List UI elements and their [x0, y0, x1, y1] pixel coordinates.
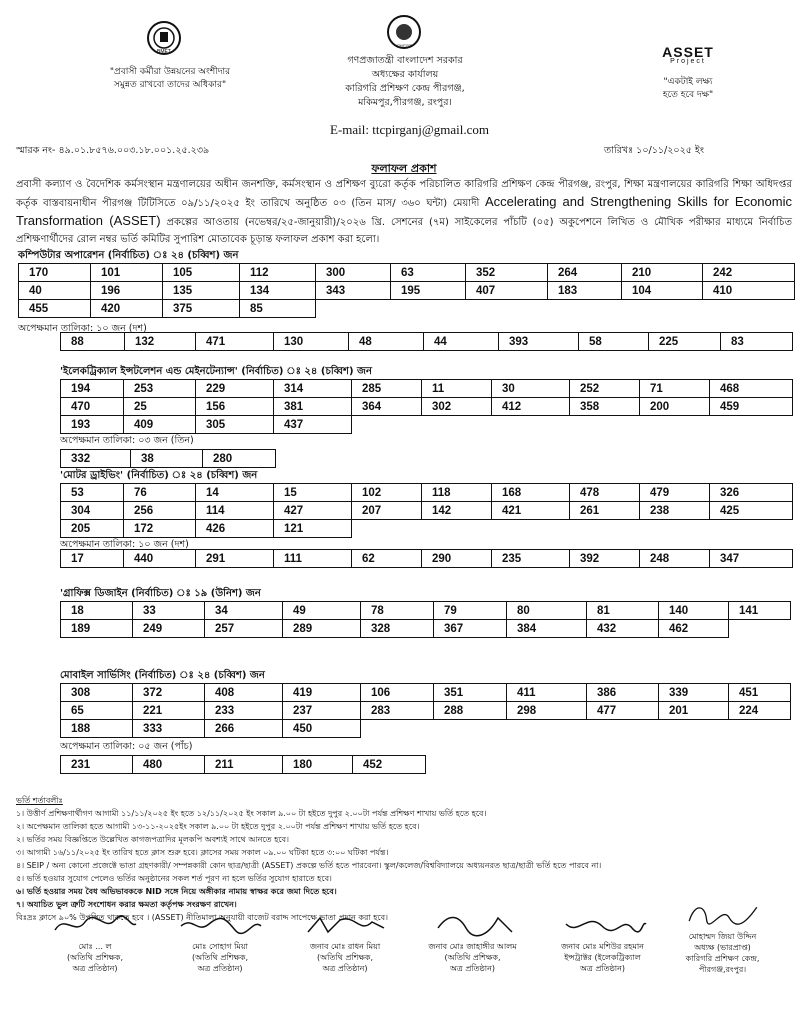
roll-row: [61, 450, 276, 468]
roll-number-cell: [361, 720, 434, 738]
signature-2: [165, 912, 275, 974]
roll-number-cell: 105: [163, 264, 240, 282]
roll-number-cell: 242: [703, 264, 795, 282]
roll-number-cell: [570, 520, 640, 538]
roll-number-cell: [622, 300, 703, 318]
roll-number-cell: 225: [649, 333, 721, 351]
government-seal: [386, 14, 422, 50]
roll-row: [61, 380, 793, 398]
asset-logo-text: ASSET: [662, 44, 714, 60]
signature-3: [290, 912, 400, 974]
computer-section-label: কম্পিউটার অপারেশন (নির্বাচিত) ঃ ২৪ (চব্বিশ) জন: [18, 250, 239, 261]
roll-number-cell: [422, 520, 492, 538]
roll-number-cell: 256: [124, 502, 196, 520]
roll-row: [61, 484, 793, 502]
roll-number-cell: 343: [316, 282, 391, 300]
electrical-wait-label: অপেক্ষমান তালিকা: ০৩ জন (তিন): [60, 435, 194, 446]
roll-row: [19, 282, 795, 300]
roll-number-cell: 34: [205, 602, 283, 620]
roll-number-cell: 18: [61, 602, 133, 620]
rule-item: ২। ভর্তির সময় বিজ্ঞপ্তিতে উল্লেখিত কাগজপত্রাদির মূলকপি অবশ্যই সাথে আনতে হবে।: [16, 835, 289, 844]
rule-item: ৬। ভর্তি হওয়ার সময় বৈধ অভিভাবককে NID সঙ্গে নিয়ে অঙ্গীকার নামায় স্বাক্ষর করে জমা দিতে হবে।: [16, 887, 337, 896]
roll-number-cell: 328: [361, 620, 434, 638]
email-address: E-mail: ttcpirganj@gmail.com: [330, 122, 490, 137]
roll-number-cell: 249: [133, 620, 205, 638]
roll-number-cell: 83: [721, 333, 793, 351]
roll-number-cell: 375: [163, 300, 240, 318]
intro-paragraph: [16, 176, 792, 248]
roll-number-cell: 347: [710, 550, 793, 568]
roll-number-cell: 427: [274, 502, 352, 520]
signer-name: মোঃ সোহাগ মিয়া: [192, 942, 248, 951]
signer-title: অধ্যক্ষ (ভারপ্রাপ্ত): [694, 943, 751, 952]
roll-number-cell: 283: [361, 702, 434, 720]
roll-number-cell: [570, 416, 640, 434]
left-slogan: [60, 66, 280, 92]
roll-number-cell: 207: [352, 502, 422, 520]
roll-number-cell: 426: [196, 520, 274, 538]
signer-name: জনাব মোঃ জাহাঙ্গীর আলম: [428, 942, 517, 951]
roll-number-cell: 264: [548, 264, 622, 282]
roll-number-cell: 33: [133, 602, 205, 620]
roll-number-cell: [587, 720, 659, 738]
roll-number-cell: 193: [61, 416, 124, 434]
asset-logo: [648, 44, 728, 65]
roll-number-cell: 233: [205, 702, 283, 720]
roll-number-cell: 132: [125, 333, 196, 351]
signature-scrawl-icon: [428, 912, 518, 938]
roll-number-cell: 308: [61, 684, 133, 702]
driving-wait-label: অপেক্ষমান তালিকা: ১০ জন (দশ): [60, 539, 189, 550]
rule-item: ২। অপেক্ষমান তালিকা হতে আগামী ১৩-১১-২০২৫ইং সকাল ৯.০০ টা হইতে দুপুর ২.০০টা পর্যন্ত প্রশিক্ষণ শাখায় ভর্তি হতে হবে।: [16, 822, 420, 831]
roll-row: [19, 300, 795, 318]
center-name: কারিগরি প্রশিক্ষণ কেন্দ্র পীরগঞ্জ,: [345, 83, 465, 94]
roll-row: [61, 756, 426, 774]
graphics-selected-table: [60, 601, 791, 638]
graphics-section-label: 'গ্রাফিক্স ডিজাইন (নির্বাচিত) ঃ ১৯ (উনিশ) জন: [60, 588, 261, 599]
roll-number-cell: 420: [91, 300, 163, 318]
roll-number-cell: 478: [570, 484, 640, 502]
roll-number-cell: 85: [240, 300, 316, 318]
roll-number-cell: 305: [196, 416, 274, 434]
roll-number-cell: 81: [587, 602, 659, 620]
mobile-waiting-table: [60, 755, 426, 774]
driving-selected-table: [60, 483, 793, 538]
signature-6: [665, 902, 780, 975]
signer-title: (অতিথি প্রশিক্ষক,: [317, 953, 373, 962]
roll-number-cell: [466, 300, 548, 318]
roll-number-cell: 180: [283, 756, 353, 774]
rule-note: বিঃদ্রঃ ক্লাসে ৯০% উপস্থিত থাকতে হবে । (ASSET) নীতিমালা অনুযায়ী বাজেট বরাদ্দ সাপেক্ষে ভাতা প্রদান করা হবে।: [16, 913, 388, 922]
roll-row: [61, 398, 793, 416]
bangladesh-seal-icon: [386, 14, 422, 50]
signer-title: ইন্সট্রাক্টর (ইলেকট্রিক্যাল: [564, 953, 641, 962]
electrical-waiting-table: [60, 449, 276, 468]
roll-number-cell: 332: [61, 450, 131, 468]
roll-number-cell: 333: [133, 720, 205, 738]
roll-number-cell: 231: [61, 756, 133, 774]
roll-number-cell: 411: [507, 684, 587, 702]
roll-number-cell: 237: [283, 702, 361, 720]
government-name: গণপ্রজাতন্ত্রী বাংলাদেশ সরকার: [347, 55, 463, 66]
computer-waiting-table: [60, 332, 793, 351]
roll-row: [61, 550, 793, 568]
roll-number-cell: 252: [570, 380, 640, 398]
signer-title: (অতিথি প্রশিক্ষক,: [67, 953, 123, 962]
roll-number-cell: 437: [274, 416, 352, 434]
memo-date: তারিখঃ ১০/১১/২০২৫ ইং: [604, 145, 704, 156]
roll-number-cell: 63: [391, 264, 466, 282]
roll-number-cell: 364: [352, 398, 422, 416]
rules-heading: ভর্তি শর্তাবলীঃ: [16, 796, 63, 805]
roll-number-cell: 291: [196, 550, 274, 568]
signer-org: কারিগরি প্রশিক্ষণ কেন্দ্র,: [685, 954, 760, 963]
signature-block: [40, 912, 780, 1016]
rule-item: ১। উত্তীর্ণ প্রশিক্ষণার্থীগণ আগামী ১১/১১/২০২৫ ইং হতে ১২/১১/২০২৫ ইং সকাল ৯.০০ টা হইতে দুপুর ২.০০টা পর্যন্ত প্রশিক্ষণ শাখায় ভর্তি হতে হবে।: [16, 809, 487, 818]
signer-org: অত্র প্রতিষ্ঠান): [449, 964, 496, 973]
roll-number-cell: 229: [196, 380, 274, 398]
roll-number-cell: [710, 416, 793, 434]
roll-number-cell: 289: [283, 620, 361, 638]
roll-number-cell: 304: [61, 502, 124, 520]
roll-number-cell: 257: [205, 620, 283, 638]
roll-number-cell: [352, 520, 422, 538]
roll-number-cell: 471: [196, 333, 274, 351]
roll-number-cell: 381: [274, 398, 352, 416]
roll-number-cell: 106: [361, 684, 434, 702]
roll-number-cell: 114: [196, 502, 274, 520]
roll-number-cell: 200: [640, 398, 710, 416]
roll-number-cell: 30: [492, 380, 570, 398]
signer-name: জনাব মোঃ রাধন মিয়া: [309, 942, 381, 951]
roll-number-cell: 290: [422, 550, 492, 568]
rule-item: ৫। ভর্তি হওয়ার সুযোগ পেলেও ভর্তির অনুষ্ঠানের সকল শর্ত পূরণ না হলে ভর্তির সুযোগ হারাতে হবে।: [16, 874, 332, 883]
left-slogan-line2: সমুন্নত রাখবো তাদের অধিকার": [113, 80, 227, 90]
roll-number-cell: 372: [133, 684, 205, 702]
intro-text-1: প্রবাসী কল্যাণ ও বৈদেশিক কর্মসংস্থান মন্ত্রণালয়ের অধীন জনশক্তি, কর্মসংস্থান ও প্রশিক্ষণ ব্যুরো কর্তৃক পরিচালিত কারিগরি প্রশিক্ষণ কেন্দ্র পীরগঞ্জ, রংপুর, শিক্ষা মন্ত্রণালয়ের কারিগরি শিক্ষা অধিদপ্তর কর্তৃক বাস্তবায়নাধীন পীরগঞ্জ টিটিসিতে ০৯/১১/২০২৫ ইং তারিখে অনুষ্ঠিত ০৩ (তিন মাস/ ৩৬০ ঘন্টা) মেয়াদী: [16, 179, 792, 209]
roll-number-cell: 121: [274, 520, 352, 538]
electrical-section-label: 'ইলেকট্রিক্যাল ইন্সটলেশন এন্ড মেইনটেন্যান্স' (নির্বাচিত) ঃ ২৪ (চব্বিশ) জন: [60, 366, 372, 377]
roll-number-cell: 49: [283, 602, 361, 620]
svg-text:BMET: BMET: [157, 49, 171, 55]
mobile-selected-table: [60, 683, 791, 738]
roll-number-cell: 392: [570, 550, 640, 568]
roll-number-cell: 80: [507, 602, 587, 620]
roll-number-cell: 142: [422, 502, 492, 520]
roll-number-cell: 76: [124, 484, 196, 502]
roll-number-cell: 40: [19, 282, 91, 300]
left-slogan-line1: "প্রবাসী কর্মীরা উন্নয়নের অংশীদার: [109, 67, 231, 77]
roll-number-cell: 384: [507, 620, 587, 638]
signer-title: (অতিথি প্রশিক্ষক,: [444, 953, 501, 962]
roll-number-cell: 409: [124, 416, 196, 434]
roll-number-cell: [703, 300, 795, 318]
roll-number-cell: [391, 300, 466, 318]
mobile-wait-label: অপেক্ষমান তালিকা: ০৫ জন (পাঁচ): [60, 741, 193, 752]
signer-name: মোহাম্মদ জিয়া উদ্দিন: [688, 932, 757, 941]
roll-number-cell: 189: [61, 620, 133, 638]
roll-number-cell: 170: [19, 264, 91, 282]
computer-selected-table: [18, 263, 795, 318]
signature-scrawl-icon: [558, 912, 648, 938]
roll-number-cell: 432: [587, 620, 659, 638]
roll-number-cell: 367: [434, 620, 507, 638]
roll-number-cell: 224: [729, 702, 791, 720]
roll-row: [61, 720, 791, 738]
signer-org: অত্র প্রতিষ্ঠান): [579, 964, 626, 973]
intro-project-name: Accelerating and Strengthening Skills for Economic Transformation (ASSET): [16, 194, 792, 228]
roll-number-cell: [640, 416, 710, 434]
roll-number-cell: 25: [124, 398, 196, 416]
roll-number-cell: 183: [548, 282, 622, 300]
roll-number-cell: 134: [240, 282, 316, 300]
roll-number-cell: 101: [91, 264, 163, 282]
roll-number-cell: [710, 520, 793, 538]
roll-number-cell: 253: [124, 380, 196, 398]
roll-number-cell: 300: [316, 264, 391, 282]
roll-number-cell: 410: [703, 282, 795, 300]
roll-number-cell: 168: [492, 484, 570, 502]
bmet-emblem-icon: [146, 20, 182, 56]
roll-row: [61, 416, 793, 434]
roll-number-cell: 210: [622, 264, 703, 282]
svg-text:বাংলাদেশ: বাংলাদেশ: [396, 43, 412, 48]
roll-number-cell: 479: [640, 484, 710, 502]
roll-number-cell: 156: [196, 398, 274, 416]
center-address: মকিমপুর,পীরগঞ্জ, রংপুর।: [358, 97, 452, 108]
roll-number-cell: 450: [283, 720, 361, 738]
rule-item: ৭। অযাচিত ভুল ত্রুটি সংশোধন করার ক্ষমতা কর্তৃপক্ষ সংরক্ষণ রাখেন।: [16, 900, 237, 909]
roll-number-cell: 261: [570, 502, 640, 520]
roll-number-cell: 386: [587, 684, 659, 702]
roll-number-cell: 468: [710, 380, 793, 398]
roll-number-cell: 201: [659, 702, 729, 720]
roll-number-cell: 455: [19, 300, 91, 318]
roll-number-cell: 314: [274, 380, 352, 398]
roll-number-cell: 38: [131, 450, 203, 468]
roll-number-cell: 130: [274, 333, 349, 351]
signature-scrawl-icon: [175, 912, 265, 938]
roll-number-cell: [729, 720, 791, 738]
roll-number-cell: 78: [361, 602, 434, 620]
roll-number-cell: 141: [729, 602, 791, 620]
roll-number-cell: [352, 416, 422, 434]
roll-number-cell: 196: [91, 282, 163, 300]
mobile-section-label: মোবাইল সার্ভিসিং (নির্বাচিত) ঃ ২৪ (চব্বিশ) জন: [60, 670, 265, 681]
electrical-selected-table: [60, 379, 793, 434]
roll-number-cell: [492, 416, 570, 434]
computer-wait-label: অপেক্ষমান তালিকা: ১০ জন (দশ): [18, 323, 147, 334]
roll-number-cell: 419: [283, 684, 361, 702]
roll-number-cell: 44: [424, 333, 499, 351]
roll-number-cell: 302: [422, 398, 492, 416]
roll-row: [61, 702, 791, 720]
signature-scrawl-icon: [50, 912, 140, 938]
right-slogan: [628, 76, 748, 102]
rule-item: ৪। SEIP / অন্য কোনো প্রজেক্টে ভাতা গ্রহণকারী/ সম্পন্নকারী কোন ছাত্র/ছাত্রী (ASSET) প্রকল্পে ভর্তি হতে পারবেনা। স্কুল/কলেজ/বিশ্ববিদ্যালয়ে অধ্যয়নরত ছাত্র/ছাত্রী ভর্তি হতে পারবে না।: [16, 861, 602, 870]
roll-number-cell: 280: [203, 450, 276, 468]
signer-address: পীরগঞ্জ,রংপুর।: [698, 965, 747, 974]
roll-number-cell: 88: [61, 333, 125, 351]
roll-number-cell: [640, 520, 710, 538]
roll-number-cell: 266: [205, 720, 283, 738]
right-slogan-line1: "একটাই লক্ষ্য: [663, 77, 713, 87]
roll-number-cell: [422, 416, 492, 434]
asset-logo-subtext: Project: [670, 58, 706, 65]
roll-number-cell: 48: [349, 333, 424, 351]
roll-number-cell: 102: [352, 484, 422, 502]
roll-number-cell: 71: [640, 380, 710, 398]
roll-number-cell: 172: [124, 520, 196, 538]
roll-number-cell: 14: [196, 484, 274, 502]
roll-number-cell: 235: [492, 550, 570, 568]
signer-name: জনাব মোঃ মশিউর রহমান: [561, 942, 644, 951]
signer-org: অত্র প্রতিষ্ঠান): [197, 964, 243, 973]
roll-number-cell: 412: [492, 398, 570, 416]
roll-number-cell: 104: [622, 282, 703, 300]
roll-number-cell: 79: [434, 602, 507, 620]
roll-number-cell: 135: [163, 282, 240, 300]
office-name: অধ্যক্ষের কার্যালয়: [371, 69, 439, 80]
roll-number-cell: [548, 300, 622, 318]
roll-number-cell: 451: [729, 684, 791, 702]
roll-number-cell: 194: [61, 380, 124, 398]
signature-4: [415, 912, 530, 974]
roll-number-cell: 285: [352, 380, 422, 398]
roll-number-cell: 211: [205, 756, 283, 774]
roll-number-cell: 459: [710, 398, 793, 416]
page-title: ফলাফল প্রকাশ: [371, 162, 437, 175]
roll-number-cell: [316, 300, 391, 318]
roll-number-cell: 298: [507, 702, 587, 720]
signature-scrawl-icon: [300, 912, 390, 938]
roll-number-cell: 205: [61, 520, 124, 538]
signer-org: অত্র প্রতিষ্ঠান): [72, 964, 118, 973]
signer-org: অত্র প্রতিষ্ঠান): [322, 964, 368, 973]
roll-row: [61, 520, 793, 538]
roll-number-cell: 407: [466, 282, 548, 300]
roll-number-cell: 452: [353, 756, 426, 774]
signer-name: মোঃ ... ল: [78, 942, 112, 951]
roll-number-cell: 221: [133, 702, 205, 720]
roll-number-cell: 112: [240, 264, 316, 282]
roll-number-cell: 421: [492, 502, 570, 520]
signature-5: [545, 912, 660, 974]
roll-number-cell: [729, 620, 791, 638]
roll-row: [61, 502, 793, 520]
office-address: [300, 54, 510, 110]
roll-number-cell: 65: [61, 702, 133, 720]
roll-number-cell: 440: [124, 550, 196, 568]
roll-number-cell: 11: [422, 380, 492, 398]
roll-number-cell: 140: [659, 602, 729, 620]
roll-number-cell: 326: [710, 484, 793, 502]
roll-number-cell: 339: [659, 684, 729, 702]
roll-number-cell: 288: [434, 702, 507, 720]
driving-section-label: 'মোটর ড্রাইভিং' (নির্বাচিত) ঃ ২৪ (চব্বিশ) জন: [60, 470, 258, 481]
roll-number-cell: 352: [466, 264, 548, 282]
signature-scrawl-icon: [678, 902, 768, 928]
roll-number-cell: 462: [659, 620, 729, 638]
roll-row: [61, 333, 793, 351]
roll-number-cell: 62: [352, 550, 422, 568]
roll-number-cell: 118: [422, 484, 492, 502]
roll-number-cell: [492, 520, 570, 538]
roll-number-cell: 53: [61, 484, 124, 502]
bmet-logo: [146, 20, 182, 56]
roll-number-cell: 111: [274, 550, 352, 568]
roll-number-cell: 248: [640, 550, 710, 568]
roll-row: [19, 264, 795, 282]
roll-number-cell: 480: [133, 756, 205, 774]
roll-number-cell: [507, 720, 587, 738]
roll-number-cell: 470: [61, 398, 124, 416]
roll-number-cell: 238: [640, 502, 710, 520]
roll-number-cell: 393: [499, 333, 579, 351]
right-slogan-line2: হতে হবে দক্ষ": [662, 90, 714, 100]
roll-number-cell: 425: [710, 502, 793, 520]
roll-number-cell: 58: [579, 333, 649, 351]
roll-row: [61, 620, 791, 638]
roll-number-cell: [434, 720, 507, 738]
signature-1: [40, 912, 150, 974]
roll-row: [61, 602, 791, 620]
roll-number-cell: 195: [391, 282, 466, 300]
roll-number-cell: 408: [205, 684, 283, 702]
rule-item: ৩। আগামী ১৬/১১/২০২৫ ইং তারিখ হতে ক্লাস শুরু হবে। ক্লাসের সময় সকাল ০৯.০০ ঘটিকা হতে ৩:০০ ঘটিকা পর্যন্ত।: [16, 848, 389, 857]
roll-number-cell: 15: [274, 484, 352, 502]
driving-waiting-table: [60, 549, 793, 568]
roll-number-cell: [659, 720, 729, 738]
intro-text-2: প্রকল্পের আওতায় (নভেম্বর/২৫-জানুয়ারী)/২০২৬ খ্রি. সেশনের (৭ম) সাইকেলের পাঁচটি (০৫) অকুপেশনে লিখিত ও মৌখিক পরীক্ষার মাধ্যমে নির্বাচিত প্রশিক্ষণার্থীদের রোল নম্বর ভর্তি কমিটির সুপারিশ মোতাবেক চূড়ান্ত ফলাফল প্রকাশ করা হলো।: [16, 217, 792, 245]
roll-number-cell: 351: [434, 684, 507, 702]
roll-number-cell: 17: [61, 550, 124, 568]
signer-title: (অতিথি প্রশিক্ষক,: [192, 953, 248, 962]
memo-number: স্মারক নং- ৪৯.০১.৮৫৭৬.০০৩.১৮.০০১.২৫.২৩৯: [16, 145, 210, 156]
roll-number-cell: 358: [570, 398, 640, 416]
roll-number-cell: 188: [61, 720, 133, 738]
roll-number-cell: 477: [587, 702, 659, 720]
roll-row: [61, 684, 791, 702]
